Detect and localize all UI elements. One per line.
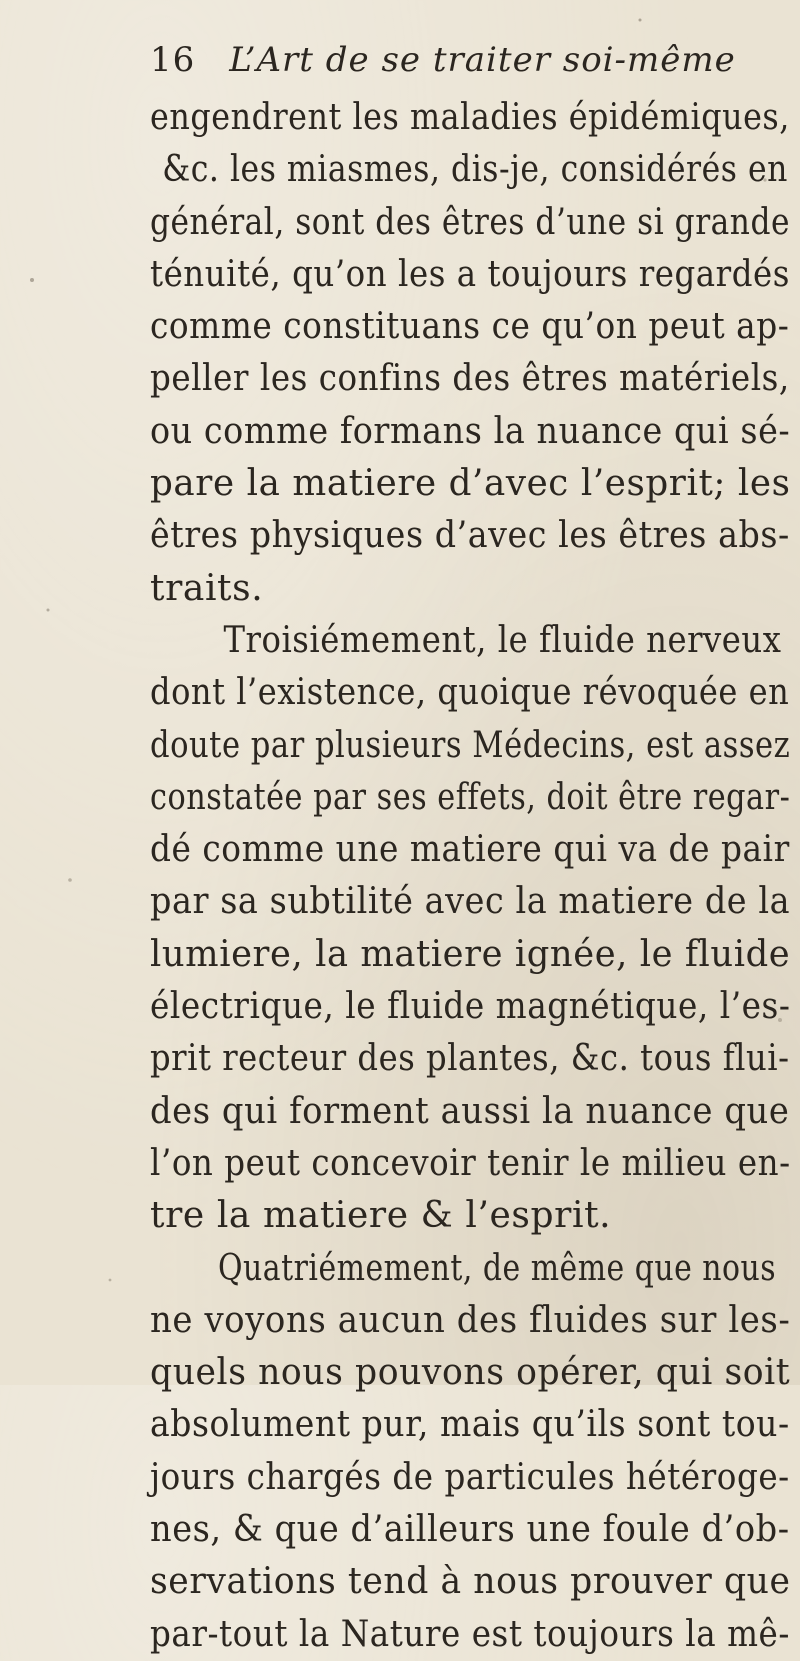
paragraph-start-line: Troisiémement, le fluide nerveux: [223, 619, 782, 661]
body-text: [150, 92, 795, 1661]
running-head: [150, 40, 736, 94]
text-line: jours chargés de particules hétéroge-: [150, 1456, 790, 1498]
text-line: par sa subtilité avec la matiere de la: [150, 881, 791, 923]
paragraph-start-line: Quatriémement, de même que nous: [218, 1247, 777, 1289]
page-number: 16: [150, 40, 196, 80]
text-line: dé comme une matiere qui va de pair: [150, 829, 790, 871]
text-line: absolument pur, mais qu’ils sont tou-: [150, 1404, 790, 1446]
text-line: général, sont des êtres d’une si grande: [150, 201, 791, 243]
text-line: ne voyons aucun des fluides sur les-: [150, 1299, 791, 1341]
text-line: constatée par ses effets, doit être regar-: [150, 776, 791, 818]
text-line: servations tend à nous prouver que: [150, 1561, 791, 1603]
text-line: engendrent les maladies épidémiques,: [150, 97, 790, 138]
text-line: l’on peut concevoir tenir le milieu en-: [150, 1142, 791, 1184]
text-line: doute par plusieurs Médecins, est assez: [150, 724, 791, 766]
text-line: traits.: [150, 567, 264, 609]
text-line: dont l’existence, quoique révoquée en: [150, 672, 790, 714]
text-line: &c. les miasmes, dis-je, considérés en: [162, 149, 788, 191]
text-line: électrique, le fluide magnétique, l’es-: [150, 986, 791, 1028]
text-line: lumiere, la matiere ignée, le fluide: [150, 933, 791, 975]
text-line: ou comme formans la nuance qui sé-: [150, 410, 791, 452]
text-line: pare la matiere d’avec l’esprit; les: [150, 463, 791, 505]
text-line: êtres physiques d’avec les êtres abs-: [150, 515, 790, 557]
text-line: quels nous pouvons opérer, qui soit: [150, 1352, 791, 1394]
text-line: des qui forment aussi la nuance que: [150, 1090, 790, 1132]
text-line: prit recteur des plantes, &c. tous flui-: [150, 1038, 790, 1080]
text-line: peller les confins des êtres matériels,: [150, 358, 790, 400]
text-line: nes, & que d’ailleurs une foule d’ob-: [150, 1509, 790, 1551]
text-line: par-tout la Nature est toujours la mê-: [150, 1613, 790, 1655]
text-line: ténuité, qu’on les a toujours regardés: [150, 253, 790, 295]
text-line: tre la matiere & l’esprit.: [150, 1195, 612, 1237]
text-line: comme constituans ce qu’on peut ap-: [150, 306, 790, 348]
running-title: L’Art de se traiter soi-même: [229, 40, 736, 80]
